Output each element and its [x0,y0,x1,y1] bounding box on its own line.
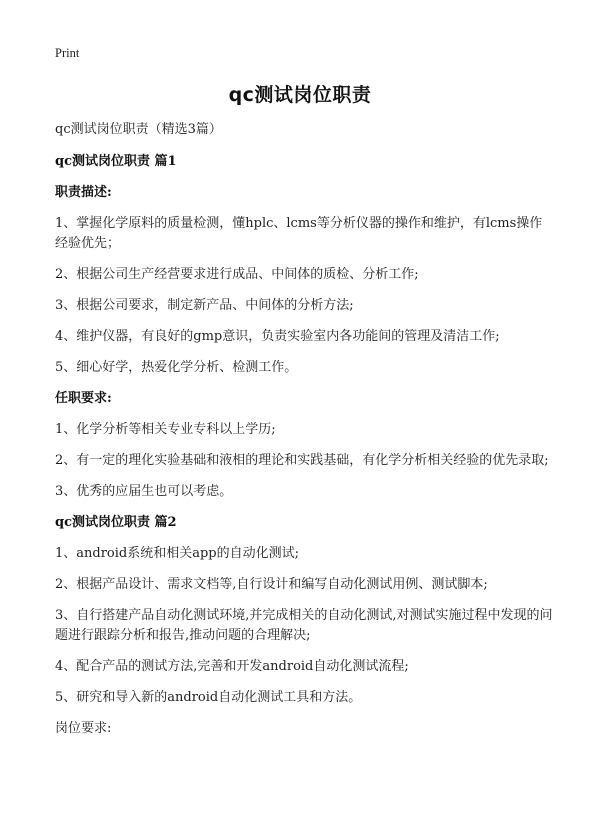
document-body [55,120,555,750]
list-item: 1、android系统和相关app的自动化测试; [55,546,300,561]
list-item: 1、化学分析等相关专业专科以上学历; [55,422,276,437]
list-item: 5、细心好学，热爱化学分析、检测工作。 [55,360,298,375]
page-title: qc测试岗位职责 [228,84,372,106]
list-item: 2、根据产品设计、需求文档等,自行设计和编写自动化测试用例、测试脚本; [55,577,488,592]
list-item: 2、有一定的理化实验基础和液相的理论和实践基础，有化学分析相关经验的优先录取; [55,453,549,468]
list-item: 5、研究和导入新的android自动化测试工具和方法。 [55,690,362,705]
section1-heading: qc测试岗位职责 篇1 [55,154,177,169]
list-item: 3、自行搭建产品自动化测试环境,并完成相关的自动化测试,对测试实施过程中发现的问题进行跟踪分析和报告,推动问题的合理解决; [55,608,553,643]
print-label: Print [55,46,80,60]
list-item: 2、根据公司生产经营要求进行成品、中间体的质检、分析工作; [55,267,419,282]
section2-requirements-heading: 岗位要求: [55,721,112,736]
section2-heading: qc测试岗位职责 篇2 [55,515,177,530]
section1-requirements-heading: 任职要求: [55,391,112,406]
document-subtitle: qc测试岗位职责（精选3篇） [55,122,222,137]
list-item: 1、掌握化学原料的质量检测，懂hplc、lcms等分析仪器的操作和维护，有lcms操作经验优先； [55,216,543,251]
section1-duties-heading: 职责描述: [55,185,112,200]
list-item: 4、配合产品的测试方法,完善和开发android自动化测试流程; [55,659,409,674]
list-item: 3、优秀的应届生也可以考虑。 [55,484,233,499]
list-item: 4、维护仪器，有良好的gmp意识，负责实验室内各功能间的管理及清洁工作; [55,329,500,344]
list-item: 3、根据公司要求，制定新产品、中间体的分析方法; [55,298,354,313]
